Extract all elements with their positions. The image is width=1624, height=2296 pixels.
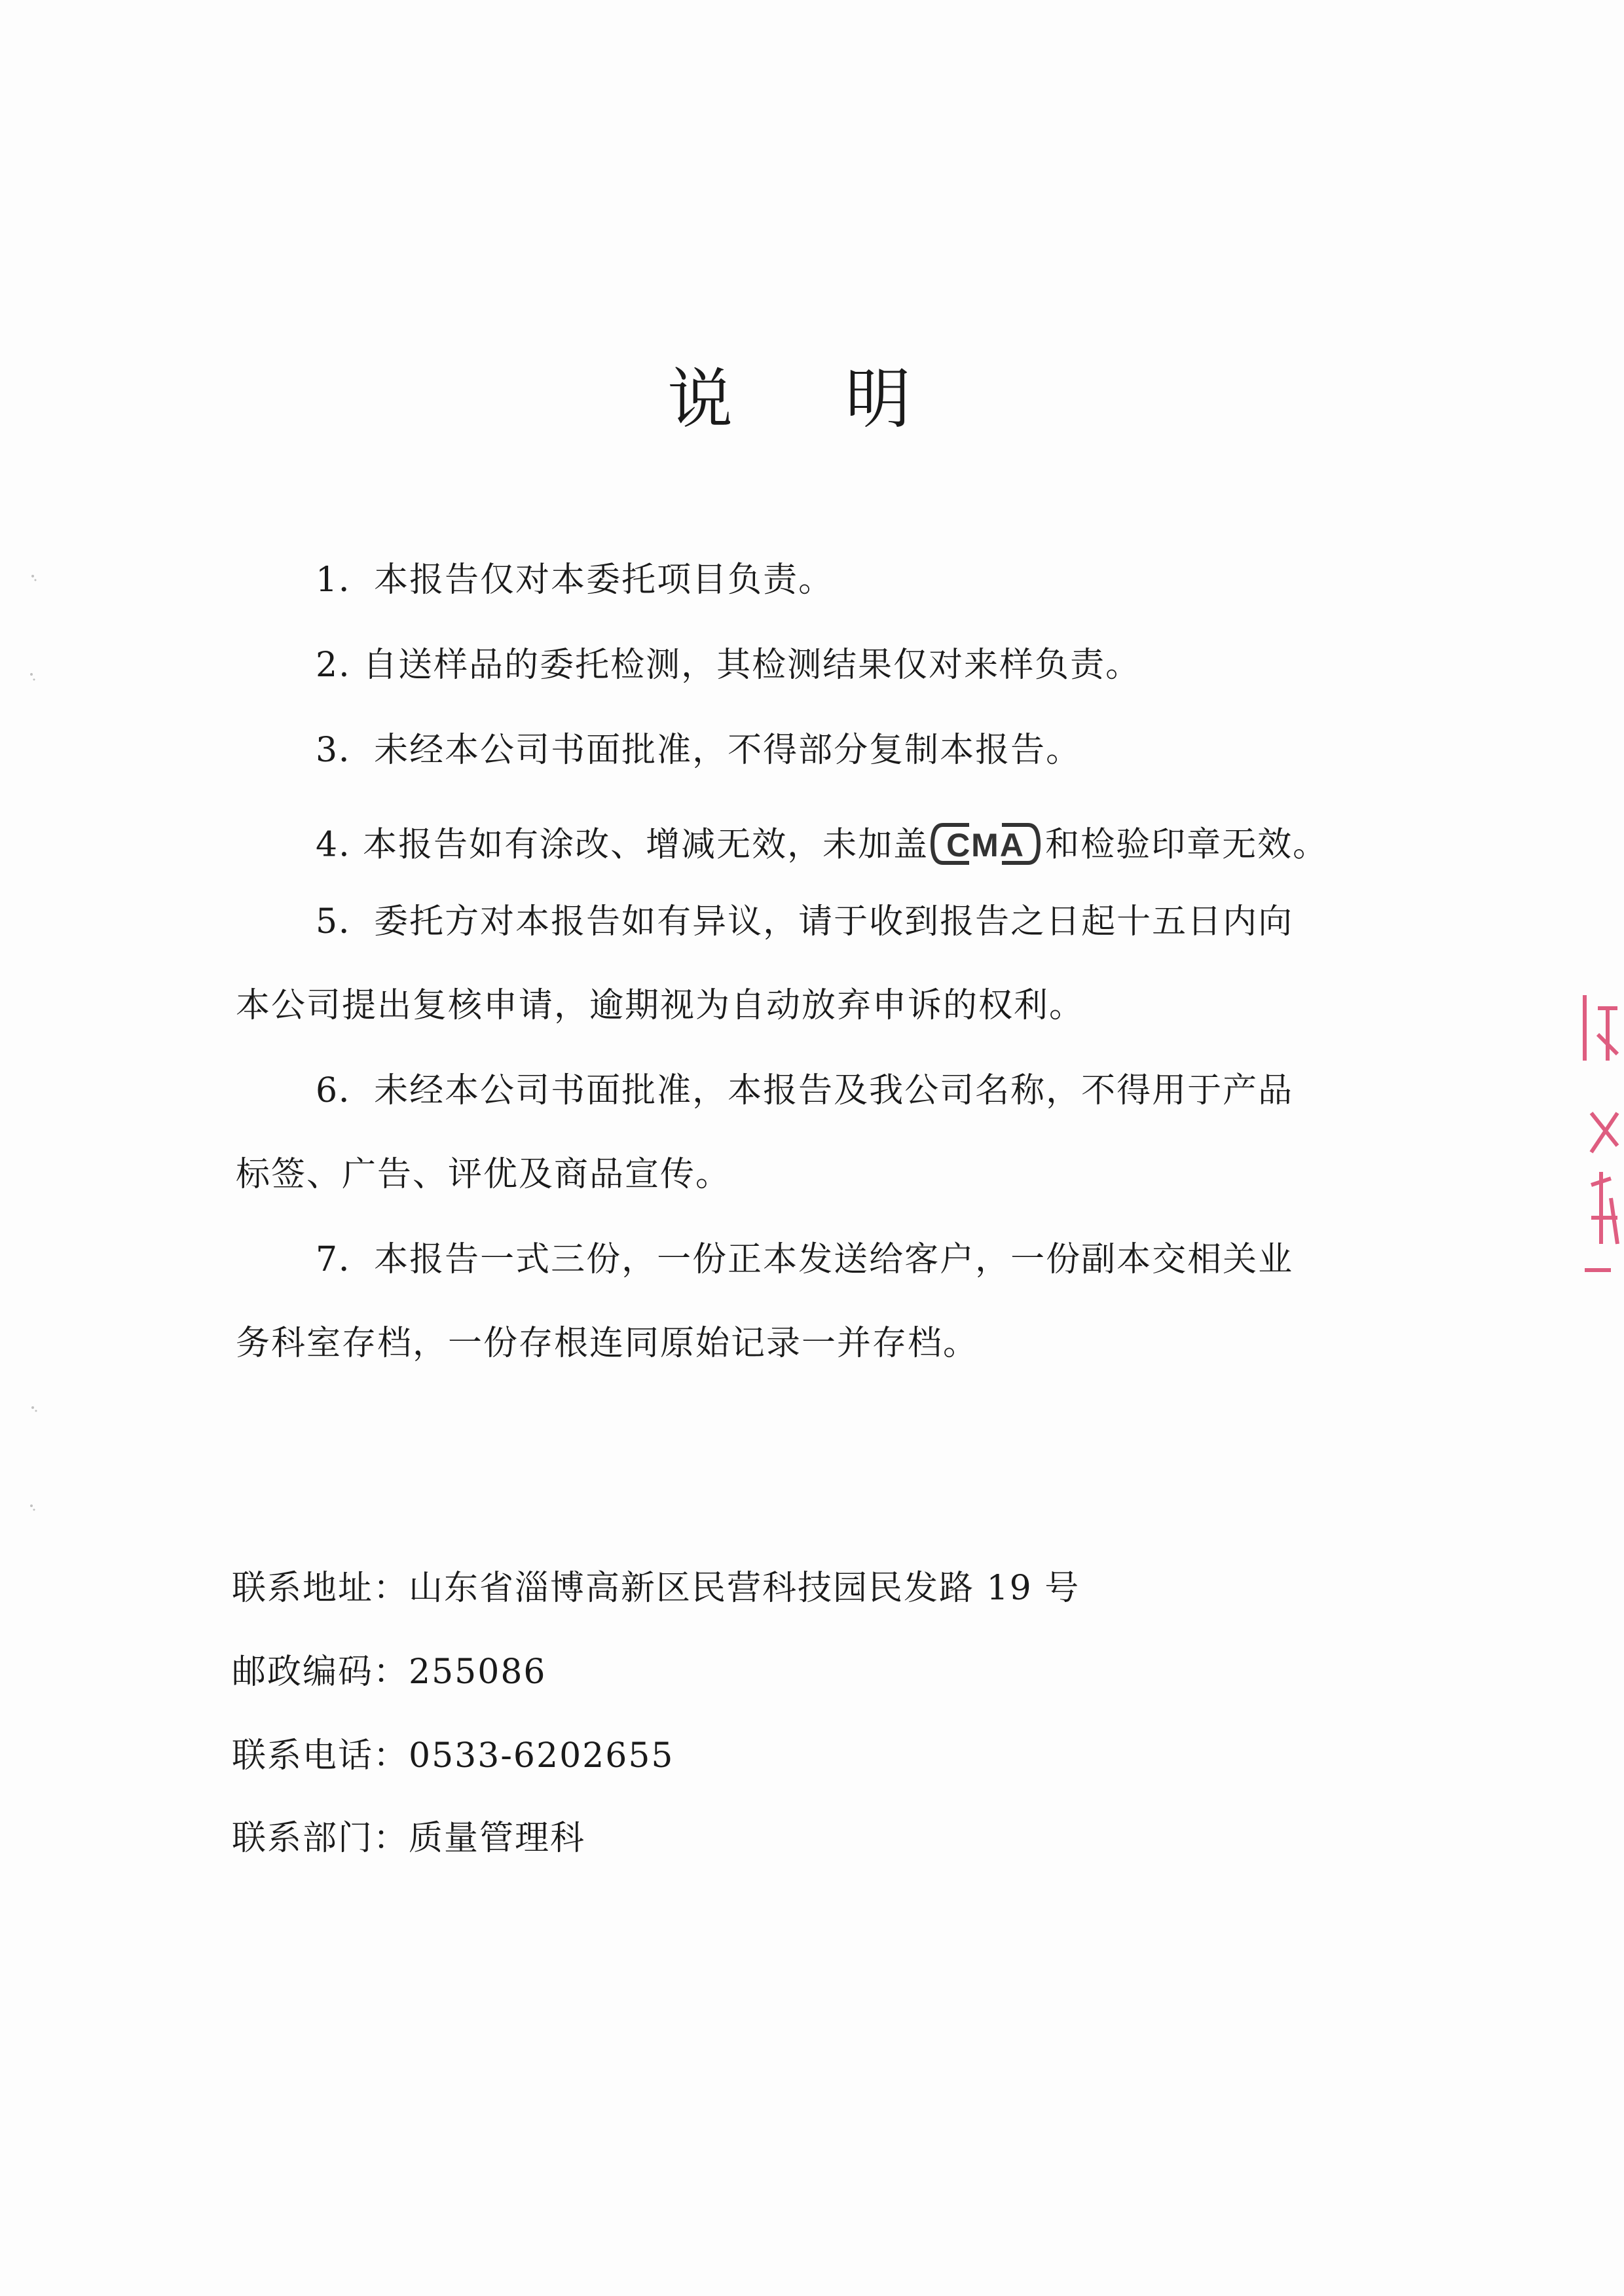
contact-phone: 联系电话：0533-6202655 [232,1736,674,1776]
item-4-text-before: 4. 本报告如有涂改、增减无效，未加盖 [316,825,929,865]
item-2: 2. 自送样品的委托检测，其检测结果仅对来样负责。 [316,646,1141,685]
page-title: 说 明 [667,361,957,437]
item-4 [316,826,1328,868]
item-4-text-after: 和检验印章无效。 [1045,825,1329,865]
contact-department: 联系部门：质量管理科 [232,1819,586,1858]
item-5-line-2: 本公司提出复核申请，逾期视为自动放弃申诉的权利。 [236,986,1085,1025]
contact-postcode: 邮政编码：255086 [232,1652,547,1692]
item-1: 1．本报告仅对本委托项目负责。 [316,560,834,600]
seal-fragment-icon [1572,982,1624,1296]
item-5-line-1: 5．委托方对本报告如有异议，请于收到报告之日起十五日内向 [316,902,1294,941]
item-3: 3．未经本公司书面批准，不得部分复制本报告。 [316,731,1082,770]
svg-text:CMA: CMA [946,827,1025,864]
item-7-line-2: 务科室存档，一份存根连同原始记录一并存档。 [236,1324,979,1363]
contact-address: 联系地址：山东省淄博高新区民营科技园民发路 19 号 [232,1569,1080,1608]
cma-mark-icon [930,820,1041,868]
item-7-line-1: 7．本报告一式三份，一份正本发送给客户，一份副本交相关业 [316,1240,1294,1279]
scan-specks [20,556,46,1539]
item-6-line-2: 标签、广告、评优及商品宣传。 [236,1155,731,1194]
item-6-line-1: 6．未经本公司书面批准，本报告及我公司名称，不得用于产品 [316,1071,1294,1110]
